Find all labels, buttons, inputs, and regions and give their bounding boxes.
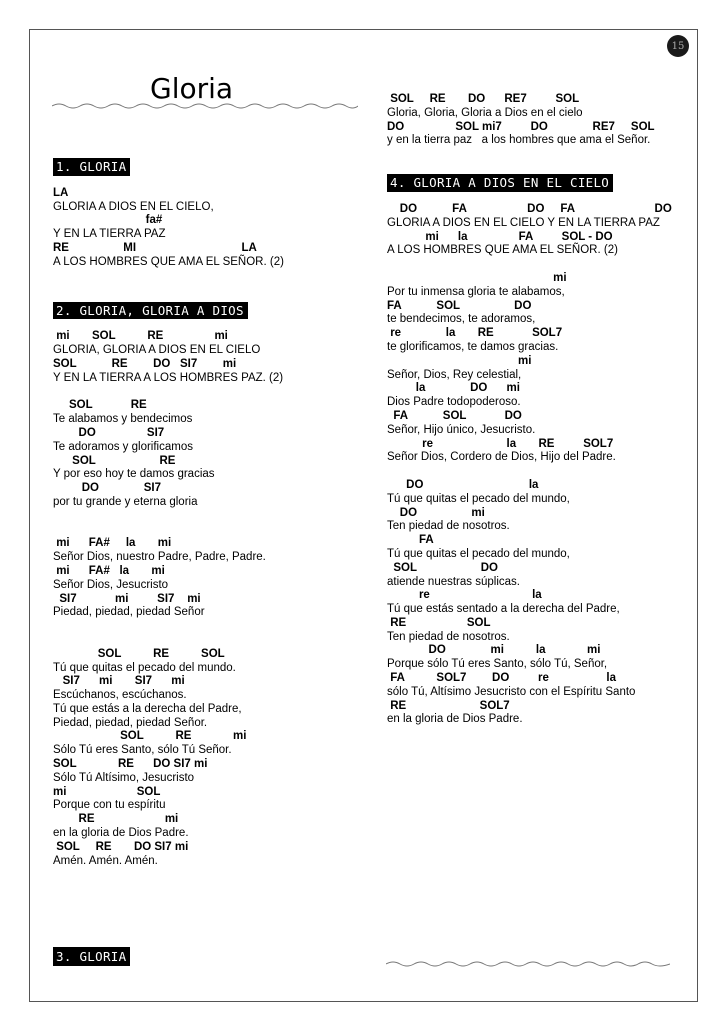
lyric-line: en la gloria de Dios Padre. (387, 713, 523, 726)
lyric-line: y en la tierra paz a los hombres que ama el Señor. (387, 134, 651, 147)
chord-line: re la (387, 589, 542, 602)
lyric-line: Y por eso hoy te damos gracias (53, 468, 215, 481)
song-gloria-3-verses (387, 93, 687, 148)
chord-line: mi FA# la mi (53, 537, 172, 550)
lyric-line: Dios Padre todopoderoso. (387, 396, 521, 409)
chord-line: SOL RE (53, 454, 176, 467)
lyric-line: Sólo Tú Altísimo, Jesucristo (53, 771, 195, 784)
chord-line: mi (387, 271, 567, 284)
song-gloria-1 (53, 187, 373, 270)
blank-line (53, 634, 373, 648)
blank-line (53, 620, 373, 634)
chord-line: DO SI7 (53, 426, 165, 439)
chord-line: re la RE SOL7 (387, 437, 614, 450)
chord-line: FA SOL DO (387, 409, 522, 422)
lyric-line: Por tu inmensa gloria te alabamos, (387, 285, 565, 298)
chord-line: SOL RE DO SI7 mi (53, 357, 237, 370)
chord-line: SOL RE DO RE7 SOL (387, 93, 580, 105)
chord-line: RE SOL (387, 616, 491, 629)
lyric-line: GLORIA A DIOS EN EL CIELO, (53, 200, 214, 213)
chord-line: SOL DO (387, 561, 498, 574)
section-bottom-wave (386, 959, 670, 969)
chord-line: mi la FA SOL - DO (387, 230, 613, 243)
song-gloria-a-dios-en-el-cielo (387, 203, 687, 727)
lyric-line: Porque sólo Tú eres Santo, sólo Tú, Señor, (387, 658, 608, 671)
chord-line: SI7 mi SI7 mi (53, 675, 185, 688)
blank-line (387, 258, 687, 272)
chord-line: mi SOL (53, 785, 161, 798)
lyric-line: Te alabamos y bendecimos (53, 413, 193, 426)
chord-line: mi SOL RE mi (53, 330, 228, 343)
lyric-line: Sólo Tú eres Santo, sólo Tú Señor. (53, 744, 232, 757)
chord-line: LA (53, 186, 69, 199)
lyric-line: Escúchanos, escúchanos. (53, 689, 187, 702)
lyric-line: A LOS HOMBRES QUE AMA EL SEÑOR. (2) (387, 244, 618, 257)
song-gloria-gloria-a-dios (53, 330, 373, 868)
lyric-line: te glorificamos, te damos gracias. (387, 340, 559, 353)
title-underline-wave (52, 101, 358, 111)
chord-line: FA SOL DO (387, 299, 532, 312)
lyric-line: te bendecimos, te adoramos, (387, 313, 536, 326)
lyric-line: Y EN LA TIERRA A LOS HOMBRES PAZ. (2) (53, 371, 284, 384)
section-heading-4: 4. GLORIA A DIOS EN EL CIELO (387, 174, 613, 192)
chord-line: RE MI LA (53, 241, 257, 254)
lyric-line: atiende nuestras súplicas. (387, 575, 520, 588)
chord-line: la DO mi (387, 382, 520, 395)
blank-line (53, 510, 373, 524)
lyric-line: GLORIA, GLORIA A DIOS EN EL CIELO (53, 344, 261, 357)
chord-line: RE SOL7 (387, 699, 510, 712)
lyric-line: Tú que quitas el pecado del mundo, (387, 492, 570, 505)
chord-line: DO FA DO FA DO (387, 202, 672, 215)
chord-line: DO mi (387, 506, 485, 519)
lyric-line: sólo Tú, Altísimo Jesucristo con el Espíritu Santo (387, 685, 636, 698)
page-title: Gloria (150, 72, 234, 105)
lyric-line: Gloria, Gloria, Gloria a Dios en el cielo (387, 106, 583, 119)
page-number-badge: 15 (667, 35, 689, 57)
chord-line: DO SOL mi7 DO RE7 SOL (387, 120, 655, 133)
lyric-line: Tú que estás a la derecha del Padre, (53, 702, 242, 715)
chord-line: SOL RE mi (53, 730, 247, 743)
lyric-line: Señor, Hijo único, Jesucristo. (387, 423, 536, 436)
chord-line: fa# (53, 214, 163, 227)
lyric-line: Piedad, piedad, piedad Señor (53, 606, 205, 619)
lyric-line: A LOS HOMBRES QUE AMA EL SEÑOR. (2) (53, 255, 284, 268)
lyric-line: Señor Dios, Cordero de Dios, Hijo del Padre. (387, 451, 616, 464)
section-heading-2: 2. GLORIA, GLORIA A DIOS (53, 302, 248, 320)
chord-line: SOL RE DO SI7 mi (53, 758, 208, 771)
chord-line: SI7 mi SI7 mi (53, 592, 201, 605)
chord-line: re la RE SOL7 (387, 327, 563, 340)
lyric-line: Porque con tu espíritu (53, 799, 166, 812)
chord-line: RE mi (53, 813, 179, 826)
lyric-line: Piedad, piedad, piedad Señor. (53, 716, 208, 729)
lyric-line: Amén. Amén. Amén. (53, 854, 158, 867)
chord-line: mi (387, 354, 532, 367)
chord-line: FA (387, 534, 434, 547)
right-column (387, 93, 687, 727)
chord-line: FA SOL7 DO re la (387, 672, 616, 685)
blank-line (53, 524, 373, 538)
lyric-line: Señor Dios, Jesucristo (53, 578, 169, 591)
lyric-line: Señor, Dios, Rey celestial, (387, 368, 522, 381)
lyric-line: Ten piedad de nosotros. (387, 520, 510, 533)
chord-line: DO la (387, 478, 539, 491)
lyric-line: Te adoramos y glorificamos (53, 440, 193, 453)
lyric-line: GLORIA A DIOS EN EL CIELO Y EN LA TIERRA PAZ (387, 216, 660, 229)
lyric-line: Señor Dios, nuestro Padre, Padre, Padre. (53, 551, 266, 564)
lyric-line: por tu grande y eterna gloria (53, 495, 198, 508)
section-heading-3: 3. GLORIA (53, 947, 130, 966)
lyric-line: Tú que quitas el pecado del mundo, (387, 547, 570, 560)
section-heading-1: 1. GLORIA (53, 158, 130, 176)
blank-line (387, 465, 687, 479)
blank-line (53, 386, 373, 400)
chord-line: SOL RE SOL (53, 647, 225, 660)
lyric-line: Tú que quitas el pecado del mundo. (53, 661, 236, 674)
chord-line: DO SI7 (53, 482, 161, 495)
chord-line: mi FA# la mi (53, 564, 165, 577)
left-column (53, 156, 373, 868)
lyric-line: en la gloria de Dios Padre. (53, 827, 189, 840)
lyric-line: Ten piedad de nosotros. (387, 630, 510, 643)
lyric-line: Y EN LA TIERRA PAZ (53, 228, 166, 241)
chord-line: DO mi la mi (387, 644, 601, 657)
chord-line: SOL RE DO SI7 mi (53, 840, 189, 853)
chord-line: SOL RE (53, 399, 147, 412)
lyric-line: Tú que estás sentado a la derecha del Padre, (387, 603, 620, 616)
